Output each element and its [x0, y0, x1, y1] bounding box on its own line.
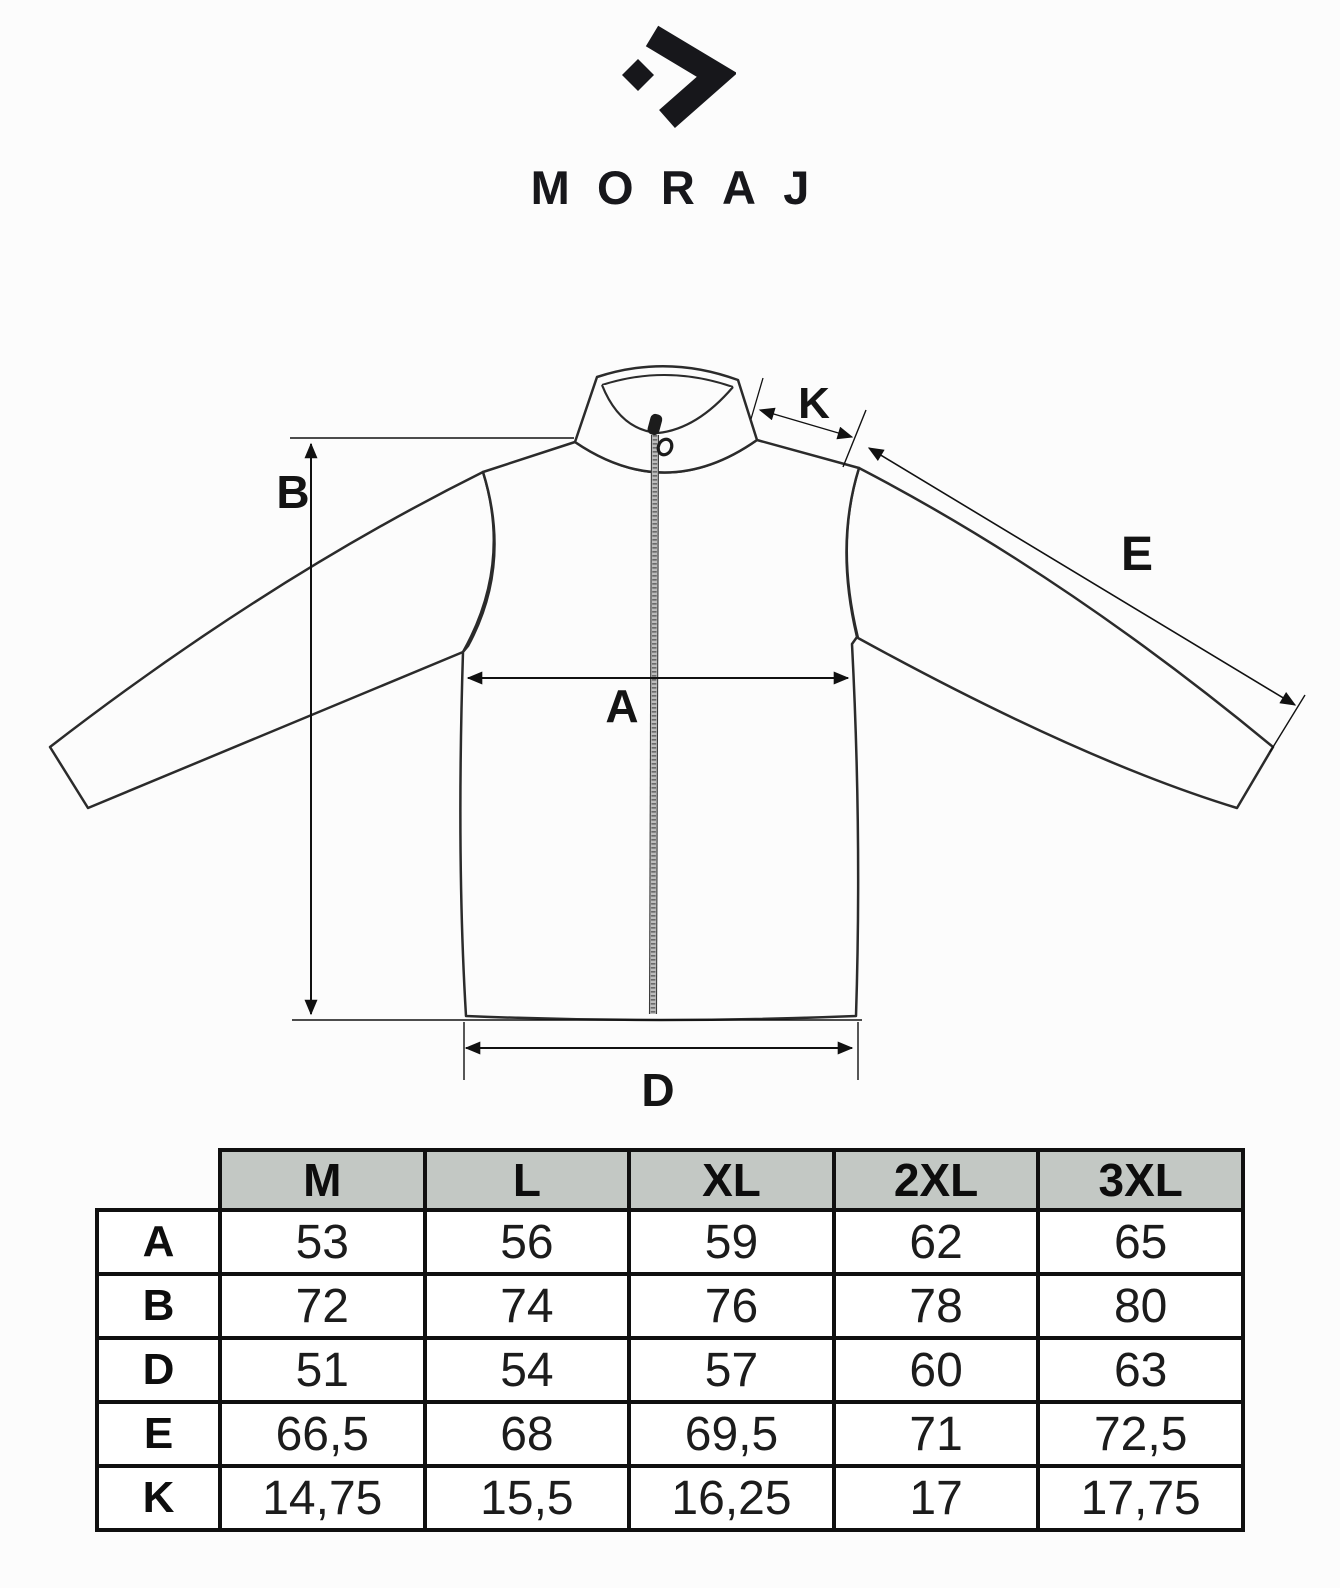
brand-name: MORAJ: [530, 161, 837, 214]
table-row-a: [97, 1210, 1243, 1274]
brand-header: [0, 24, 1340, 214]
size-cell: 71: [834, 1402, 1039, 1466]
measure-a-label: A: [605, 680, 639, 732]
table-row-k: [97, 1466, 1243, 1530]
size-cell: 16,25: [629, 1466, 834, 1530]
logo-chevron: [652, 36, 717, 119]
size-cell: 59: [629, 1210, 834, 1274]
size-cell: 54: [425, 1338, 630, 1402]
size-cell: 68: [425, 1402, 630, 1466]
size-table: [95, 1148, 1245, 1532]
col-header-xl: XL: [629, 1150, 834, 1210]
measure-k-label: K: [798, 379, 830, 428]
col-header-m: M: [220, 1150, 425, 1210]
row-label-k: K: [97, 1466, 220, 1530]
corner-cell: [97, 1150, 220, 1210]
size-cell: 14,75: [220, 1466, 425, 1530]
brand-logo-icon: [604, 24, 736, 136]
row-label-b: B: [97, 1274, 220, 1338]
size-cell: 15,5: [425, 1466, 630, 1530]
size-cell: 17,75: [1038, 1466, 1243, 1530]
logo-diamond: [622, 59, 654, 91]
size-cell: 53: [220, 1210, 425, 1274]
size-cell: 65: [1038, 1210, 1243, 1274]
size-cell: 80: [1038, 1274, 1243, 1338]
jacket-measurement-diagram: [0, 340, 1340, 1130]
row-label-e: E: [97, 1402, 220, 1466]
size-cell: 60: [834, 1338, 1039, 1402]
measure-e-label: E: [1120, 528, 1154, 581]
jacket-body: [460, 440, 859, 1020]
measure-d: [464, 1022, 858, 1116]
size-cell: 74: [425, 1274, 630, 1338]
col-header-2xl: 2XL: [834, 1150, 1039, 1210]
size-cell: 51: [220, 1338, 425, 1402]
measure-d-label: D: [641, 1064, 675, 1116]
table-row-e: [97, 1402, 1243, 1466]
size-cell: 72: [220, 1274, 425, 1338]
measure-k: [751, 378, 852, 437]
size-cell: 56: [425, 1210, 630, 1274]
size-cell: 69,5: [629, 1402, 834, 1466]
measure-b-label: B: [276, 466, 310, 518]
row-label-a: A: [97, 1210, 220, 1274]
left-sleeve: [50, 472, 494, 808]
col-header-3xl: 3XL: [1038, 1150, 1243, 1210]
right-sleeve: [847, 468, 1273, 808]
table-row-d: [97, 1338, 1243, 1402]
table-row-b: [97, 1274, 1243, 1338]
size-table-header-row: [97, 1150, 1243, 1210]
size-cell: 66,5: [220, 1402, 425, 1466]
size-cell: 76: [629, 1274, 834, 1338]
size-cell: 57: [629, 1338, 834, 1402]
size-cell: 63: [1038, 1338, 1243, 1402]
size-cell: 78: [834, 1274, 1039, 1338]
size-cell: 17: [834, 1466, 1039, 1530]
size-cell: 62: [834, 1210, 1039, 1274]
col-header-l: L: [425, 1150, 630, 1210]
size-cell: 72,5: [1038, 1402, 1243, 1466]
row-label-d: D: [97, 1338, 220, 1402]
